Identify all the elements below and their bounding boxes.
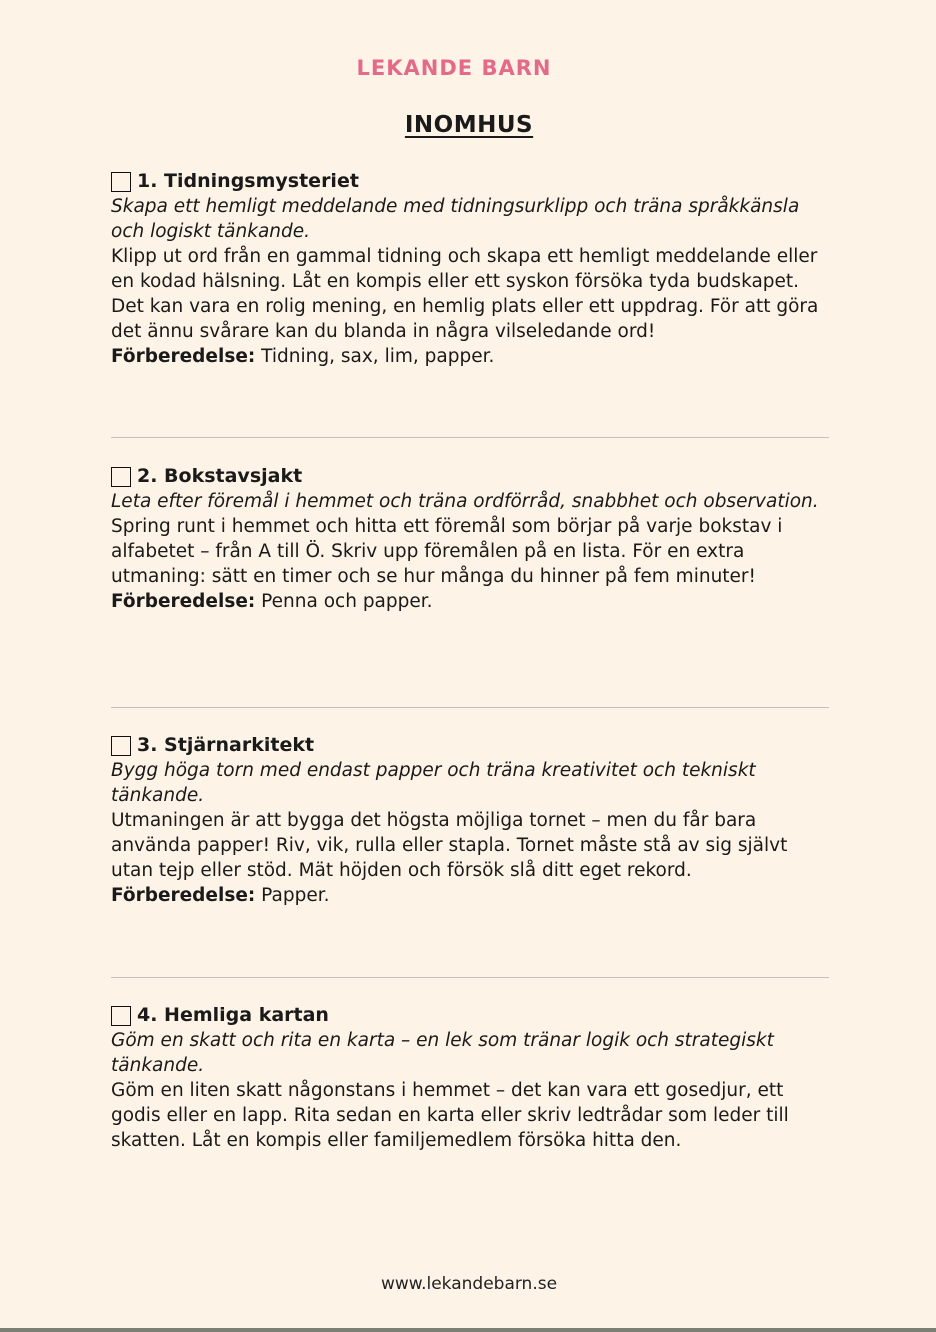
footer-website-link[interactable]: www.lekandebarn.se [380,1274,558,1294]
activity-title: 1. Tidningsmysteriet [137,170,359,192]
prep-label: Förberedelse: [111,346,256,367]
activity-title: 3. Stjärnarkitekt [137,734,315,756]
divider [111,977,829,978]
prep-label: Förberedelse: [111,591,256,612]
activity-3 [111,733,831,908]
activity-preparation [111,344,831,369]
activity-body: Utmaningen är att bygga det högsta möjliga tornet – men du får bara använda papper! Riv, vik, rulla eller stapla. Tornet måste stå av sig självt utan tejp eller stöd. Mät höjden och försök slå ditt eget rekord. [111,810,788,881]
activity-1 [111,169,831,369]
activity-subtitle: Göm en skatt och rita en karta – en lek som tränar logik och strategiskt tänkande. [111,1030,774,1076]
activity-heading [111,1003,831,1028]
prep-value: Penna och papper. [261,591,433,612]
activity-body: Spring runt i hemmet och hitta ett föremål som börjar på varje bokstav i alfabetet – från A till Ö. Skriv upp föremålen på en lista. För en extra utmaning: sätt en timer och se hur många du hinner på fem minuter! [111,516,783,587]
prep-value: Papper. [261,885,330,906]
activity-preparation [111,589,831,614]
prep-label: Förberedelse: [111,885,256,906]
activity-4 [111,1003,831,1153]
activity-body: Göm en liten skatt någonstans i hemmet – det kan vara ett gosedjur, ett godis eller en lapp. Rita sedan en karta eller skriv ledtrådar som leder till skatten. Låt en kompis eller familjemedlem försöka hitta den. [111,1080,789,1151]
activity-subtitle: Leta efter föremål i hemmet och träna ordförråd, snabbhet och observation. [111,491,819,512]
prep-value: Tidning, sax, lim, papper. [261,346,495,367]
checkbox[interactable] [111,1006,131,1026]
activity-body: Klipp ut ord från en gammal tidning och skapa ett hemligt meddelande eller en kodad hälsning. Låt en kompis eller ett syskon försöka tyda budskapet. Det kan vara en rolig mening, en hemlig plats eller ett uppdrag. För att göra det ännu svårare kan du blanda in några vilseledande ord! [111,246,819,342]
activity-title: 4. Hemliga kartan [137,1004,329,1026]
activity-heading [111,464,831,489]
activity-heading [111,733,831,758]
page-bottom-edge [0,1328,936,1332]
page-title: INOMHUS [404,112,534,138]
checkbox[interactable] [111,172,131,192]
divider [111,707,829,708]
activity-subtitle: Skapa ett hemligt meddelande med tidningsurklipp och träna språkkänsla och logiskt tänkande. [111,196,800,242]
divider [111,437,829,438]
checkbox[interactable] [111,467,131,487]
checkbox[interactable] [111,736,131,756]
activity-title: 2. Bokstavsjakt [137,465,303,487]
brand-logo: LEKANDE BARN [356,56,552,80]
activity-subtitle: Bygg höga torn med endast papper och träna kreativitet och tekniskt tänkande. [111,760,756,806]
activity-2 [111,464,831,614]
activity-heading [111,169,831,194]
activity-preparation [111,883,831,908]
